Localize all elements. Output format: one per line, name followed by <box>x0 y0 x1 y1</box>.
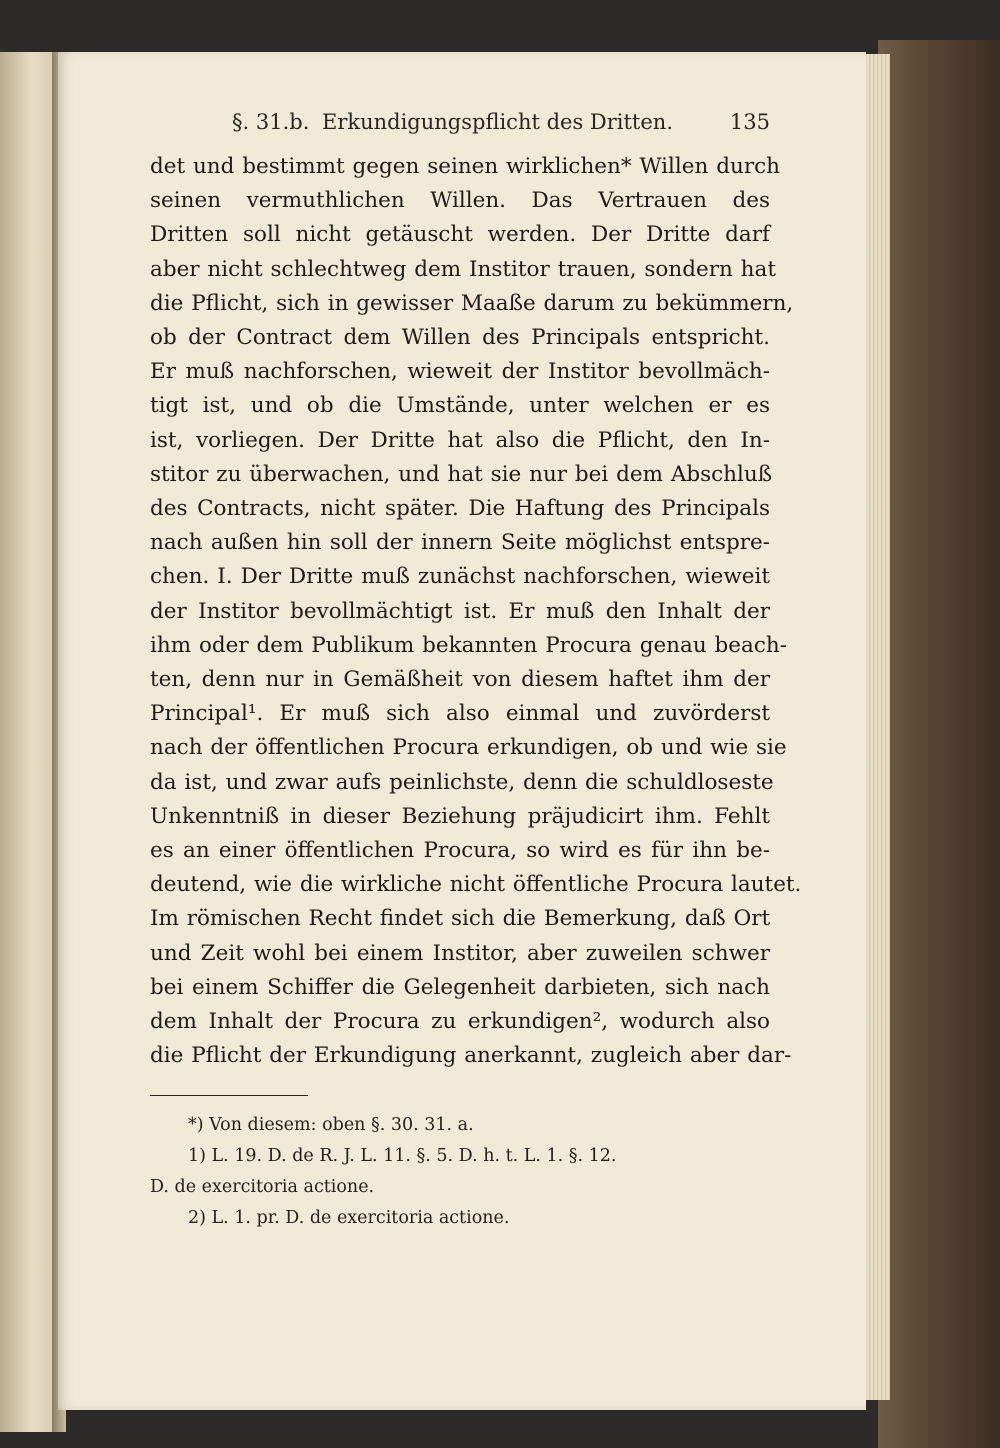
text-line: Im römischen Recht findet sich die Bemerkung, daß Ort <box>150 906 771 932</box>
left-page-edge <box>0 52 58 1432</box>
footnote-rule <box>150 1095 308 1096</box>
footnote: 1) L. 19. D. de R. J. L. 11. §. 5. D. h. t. L. 1. §. 12. <box>188 1146 617 1167</box>
text-line: Dritten soll nicht getäuscht werden. Der Dritte darf <box>150 222 770 248</box>
body-text <box>150 150 802 1073</box>
text-line: aber nicht schlechtweg dem Institor trauen, sondern hat <box>150 256 776 282</box>
page-number: 135 <box>729 110 770 134</box>
footnotes <box>150 1110 770 1234</box>
text-line: es an einer öffentlichen Procura, so wird es für ihn be- <box>150 838 770 864</box>
header-title: Erkundigungspflicht des Dritten. <box>322 110 674 134</box>
footnote-continuation: D. de exercitoria actione. <box>150 1177 375 1198</box>
running-header <box>150 110 770 146</box>
text-line: nach der öffentlichen Procura erkundigen, ob und wie sie <box>150 735 787 761</box>
text-line: ist, vorliegen. Der Dritte hat also die Pflicht, den In- <box>150 427 770 453</box>
text-line: ob der Contract dem Willen des Principals entspricht. <box>150 325 770 351</box>
book-cover-edge <box>878 40 1000 1448</box>
text-line: der Institor bevollmächtigt ist. Er muß den Inhalt der <box>150 598 770 624</box>
text-line: des Contracts, nicht später. Die Haftung des Principals <box>150 496 770 522</box>
text-line: die Pflicht, sich in gewisser Maaße darum zu bekümmern, <box>150 290 794 316</box>
text-line: und Zeit wohl bei einem Institor, aber zuweilen schwer <box>150 940 770 966</box>
text-line: die Pflicht der Erkundigung anerkannt, zugleich aber dar- <box>150 1043 792 1069</box>
text-line: Unkenntniß in dieser Beziehung präjudicirt ihm. Fehlt <box>150 803 770 829</box>
text-line: chen. I. Der Dritte muß zunächst nachforschen, wieweit <box>150 564 770 590</box>
text-line: ihm oder dem Publikum bekannten Procura genau beach- <box>150 632 787 658</box>
text-line: deutend, wie die wirkliche nicht öffentliche Procura lautet. <box>150 872 802 898</box>
header-section: §. 31.b. <box>232 110 310 134</box>
book-page <box>58 52 866 1410</box>
text-line: tigt ist, und ob die Umstände, unter welchen er es <box>150 393 770 419</box>
page-content <box>150 110 802 1234</box>
text-line: det und bestimmt gegen seinen wirklichen* Willen durch <box>150 154 780 179</box>
text-line: seinen vermuthlichen Willen. Das Vertrauen des <box>150 188 770 214</box>
text-line: nach außen hin soll der innern Seite möglichst entspre- <box>150 530 770 556</box>
page-stack-edge <box>866 54 890 1400</box>
text-line: ten, denn nur in Gemäßheit von diesem haftet ihm der <box>150 667 770 693</box>
text-line: dem Inhalt der Procura zu erkundigen², wodurch also <box>150 1009 770 1035</box>
text-line: Er muß nachforschen, wieweit der Institor bevollmäch- <box>150 359 770 385</box>
text-line: Principal¹. Er muß sich also einmal und zuvörderst <box>150 701 770 727</box>
text-line: stitor zu überwachen, und hat sie nur bei dem Abschluß <box>150 461 773 487</box>
text-line: da ist, und zwar aufs peinlichste, denn die schuldloseste <box>150 769 774 795</box>
footnote: *) Von diesem: oben §. 30. 31. a. <box>188 1115 474 1136</box>
text-line: bei einem Schiffer die Gelegenheit darbieten, sich nach <box>150 974 770 1000</box>
footnote: 2) L. 1. pr. D. de exercitoria actione. <box>188 1208 510 1229</box>
